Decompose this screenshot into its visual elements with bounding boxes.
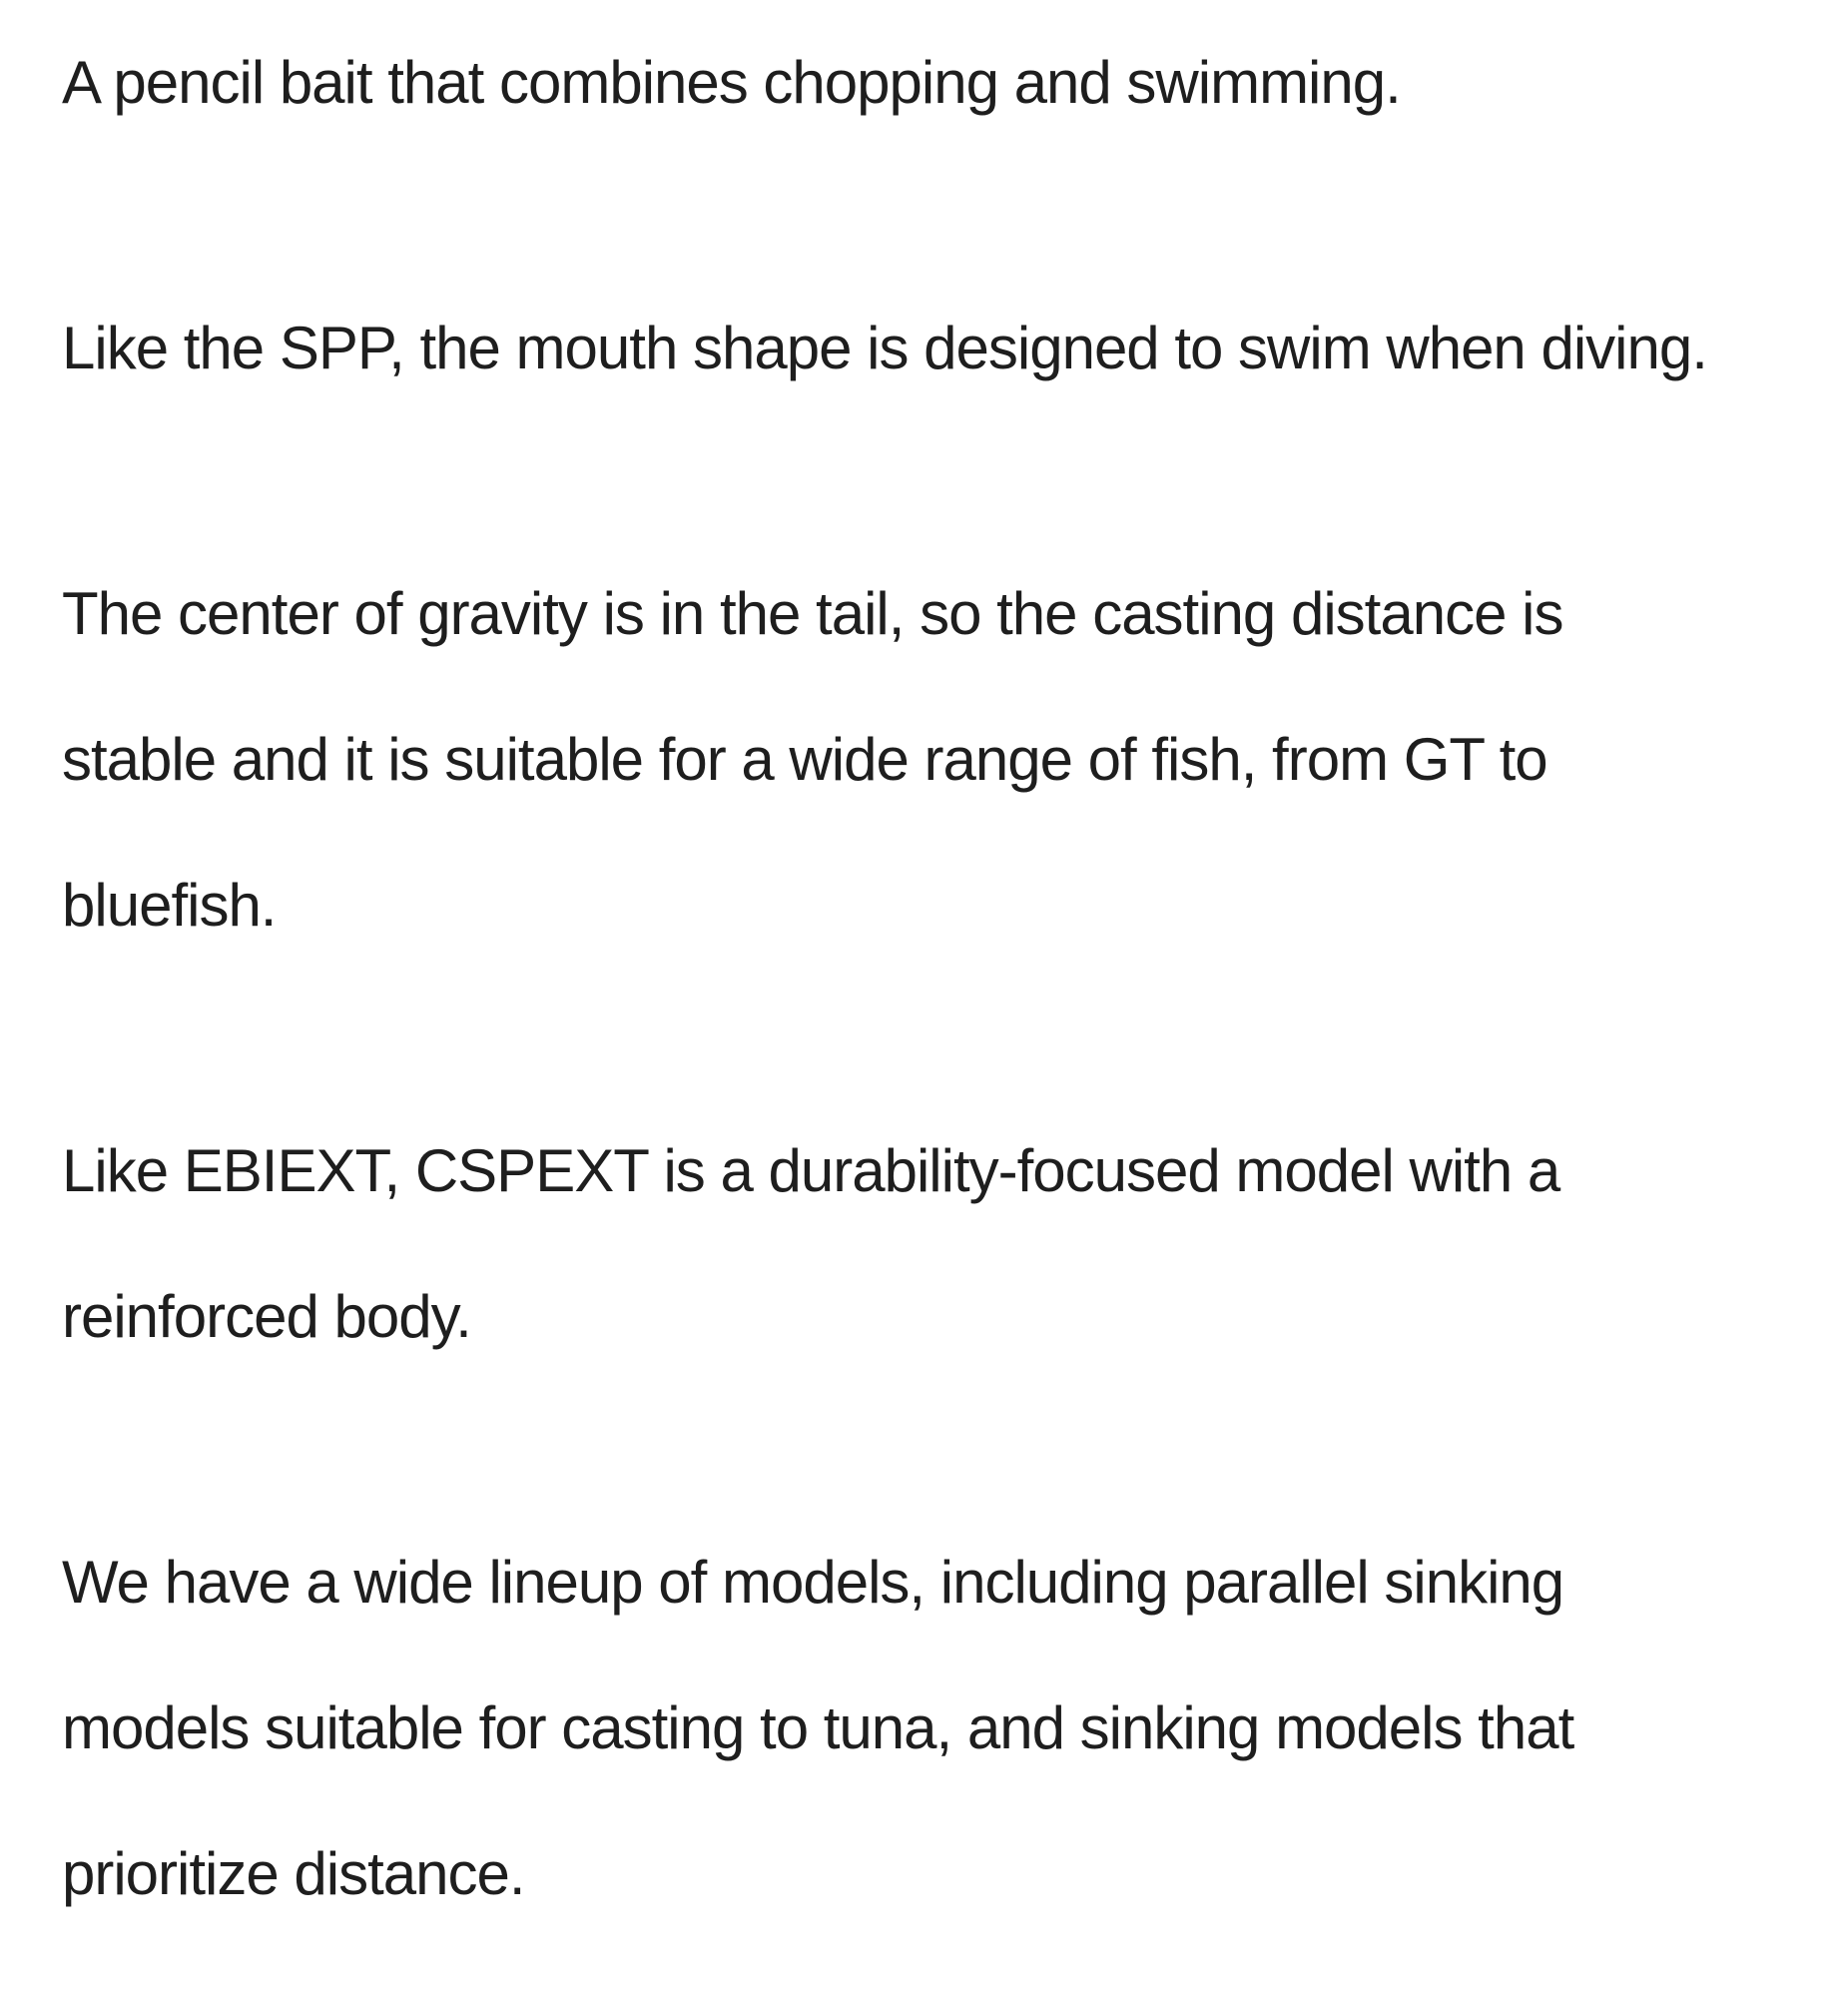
text-line: Like the SPP, the mouth shape is designed to swim when diving. [62,315,1707,381]
text-line: Like EBIEXT, CSPEXT is a durability-focused model with a [62,1137,1560,1204]
paragraph [62,10,1828,156]
paragraph [62,541,1828,979]
paragraph [62,276,1828,421]
text-line: The center of gravity is in the tail, so the casting distance is [62,580,1563,647]
text-line: A pencil bait that combines chopping and swimming. [62,49,1401,116]
text-line: models suitable for casting to tuna, and sinking models that [62,1694,1574,1761]
text-line: reinforced body. [62,1283,471,1350]
paragraph [62,1098,1828,1390]
paragraph [62,1510,1828,1947]
text-line: prioritize distance. [62,1840,525,1907]
text-line: We have a wide lineup of models, including parallel sinking [62,1549,1564,1616]
text-line: stable and it is suitable for a wide range of fish, from GT to [62,726,1547,793]
text-line: bluefish. [62,872,277,939]
